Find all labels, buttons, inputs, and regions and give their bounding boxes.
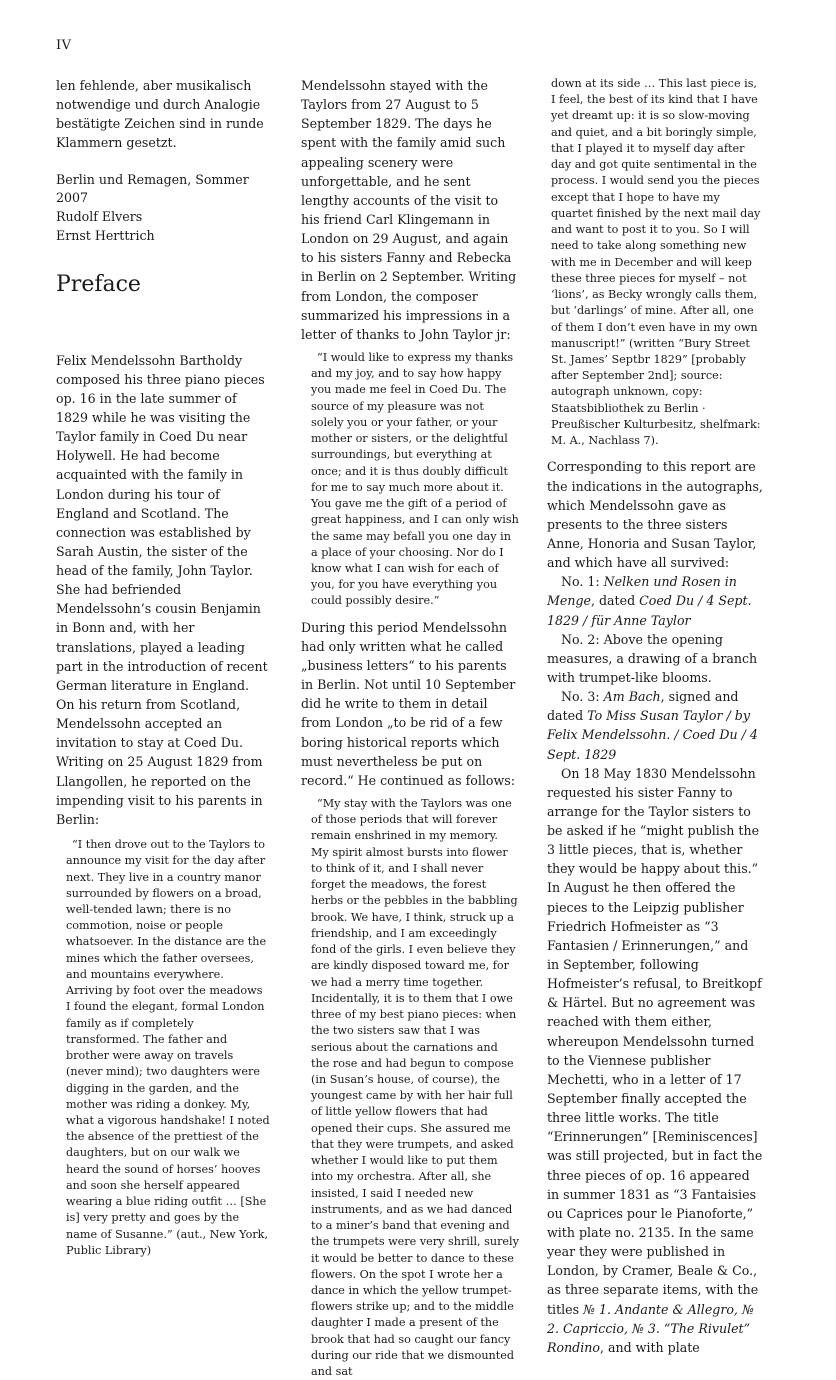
body-paragraph: Felix Mendelssohn Bartholdy composed his three piano pieces op. 16 in the late summer of 1829 while he was visiting the Taylor family in Coed Du near Holywell. He had become acquainted with the family in London during his tour of England and Scotland. The connection was established by Sarah Austin, the sister of the head of the family, John Taylor. She had befriended Mendelssohn’s cousin Benjamin in Bonn and, with her translations, played a leading part in the introduction of recent German literature in England. On his return from Scotland, Mendelssohn accepted an invitation to stay at Coed Du. Writing on 25 August 1829 from Llangollen, he reported on the impending visit to his parents in Berlin: [56, 352, 268, 827]
column-right [547, 76, 763, 1357]
column-left [56, 76, 270, 1259]
intro-paragraph: len fehlende, aber musikalisch notwendige und durch Analogie bestätigte Zeichen sind in runde Klammern gesetzt. [56, 78, 264, 151]
autograph-item-1: No. 1: Nelken und Rosen in Menge, dated Coed Du / 4 Sept. 1829 / für Anne Taylor [547, 574, 752, 628]
body-paragraph: On 18 May 1830 Mendelssohn requested his sister Fanny to arrange for the Taylor sisters to be asked if he “might publish the 3 little pieces, that is, whether they would be happy about this.” In August he then offered the pieces to the Leipzig publisher Friedrich Hofmeister as “3 Fantasien / Erinnerungen,” and in September, following Hofmeister’s refusal, to Breitkopf & Härtel. But no agreement was reached with them either, whereupon Mendelssohn turned to the Viennese publisher Mechetti, who in a letter of 17 September finally accepted the three little works. The title “Erinnerungen” [Reminiscences] was still projected, but in fact the three pieces of op. 16 appeared in summer 1831 as “3 Fantaisies ou Caprices pour le Pianoforte,” with plate no. 2135. In the same year they were published in London, by Cramer, Beale & Co., as three separate items, with the titles № 1. Andante & Allegro, № 2. Capriccio, № 3. “The Rivulet” Rondino, and with plate [547, 765, 763, 1355]
letter-quote-continued: down at its side … This last piece is, I feel, the best of its kind that I have yet dreamt up: it is so slow-moving and quiet, and a bit boringly simple, that I played it to myself day after day and got quite sentimental in the process. I would send you the pieces except that I hope to have my quartet finished by the next mail day and want to post it to you. So I will need to take along something new with me in December and will keep these three pieces for myself – not ‘lions’, as Becky wrongly calls them, but ‘darlings’ of mine. After all, one of them I don’t even have in my own manuscript!” (written “Bury Street St. James’ Septbr 1829” [probably after September 2nd]; source: autograph unknown, copy: Staatsbibliothek zu Berlin · Preußischer Kulturbesitz, shelfmark: M. A., Nachlass 7). [551, 77, 761, 448]
signatory: Ernst Herttrich [56, 228, 155, 244]
letter-quote: “I would like to express my thanks and my joy, and to say how happy you made me feel in Coed Du. The source of my pleasure was not solely you or your father, or your mother or sisters, or the delightful surroundings, but everything at once; and it is thus doubly difficult for me to say much more about it. You gave me the gift of a period of great happiness, and I can only wish the same may befall you one day in a place of your choosing. Nor do I know what I can wish for each of you, for you have everything you could possibly desire.” [311, 350, 519, 608]
autograph-item-3: No. 3: Am Bach, signed and dated To Miss Susan Taylor / by Felix Mendelssohn. / Coed Du / 4 Sept. 1829 [547, 689, 758, 762]
page-number: IV [56, 38, 72, 53]
body-paragraph: During this period Mendelssohn had only written what he called „business letters“ to his parents in Berlin. Not until 10 September did he write to them in detail from London „to be rid of a few boring historical reports which must nevertheless be put on record.“ He continued as follows: [301, 619, 516, 788]
place-date: Berlin und Remagen, Sommer 2007 [56, 171, 249, 206]
signatory: Rudolf Elvers [56, 209, 143, 225]
body-paragraph: Mendelssohn stayed with the Taylors from 27 August to 5 September 1829. The days he spent with the family amid such appealing scenery were unforgettable, and he sent lengthy accounts of the visit to his friend Carl Klingemann in London on 29 August, and again to his sisters Fanny and Rebecka in Berlin on 2 September. Writing from London, the composer summarized his impressions in a letter of thanks to John Taylor jr: [301, 78, 517, 342]
autograph-item-2: No. 2: Above the opening measures, a drawing of a branch with trumpet-like blooms. [547, 631, 758, 685]
body-paragraph: Corresponding to this report are the indications in the autographs, which Mendelssohn gave as presents to the three sisters Anne, Honoria and Susan Taylor, and which have all survived: [547, 459, 763, 571]
letter-quote: “I then drove out to the Taylors to announce my visit for the day after next. They live in a country manor surrounded by flowers on a broad, well-tended lawn; there is no commotion, noise or people whatsoever. In the distance are the mines which the father oversees, and mountains everywhere. Arriving by foot over the meadows I found the elegant, formal London family as if completely transformed. The father and brother were away on travels (never mind); two daughters were digging in the garden, and the mother was riding a donkey. My, what a vigorous handshake! I noted the absence of the prettiest of the daughters, but on our walk we heard the sound of horses’ hooves and soon she herself appeared wearing a blue riding outfit … [She is] very pretty and goes by the name of Susanne.” (aut., New York, Public Library) [66, 838, 270, 1257]
letter-quote: “My stay with the Taylors was one of those periods that will forever remain enshrined in my memory. My spirit almost bursts into flower to think of it, and I shall never forget the meadows, the forest herbs or the pebbles in the babbling brook. We have, I think, struck up a friendship, and I am exceedingly fond of the girls. I even believe they are kindly disposed toward me, for we had a merry time together. Incidentally, it is to them that I owe three of my best piano pieces: when the two sisters saw that I was serious about the carnations and the rose and had begun to compose (in Susan’s house, of course), the youngest came by with her hair full of little yellow flowers that had opened their cups. She assured me that they were trumpets, and asked whether I would like to put them into my orchestra. After all, she insisted, I said I needed new instruments, and as we had danced to a miner’s band that evening and the trumpets were very shrill, surely it would be better to dance to these flowers. On the spot I wrote her a dance in which the yellow trumpet-flowers strike up; and to the middle daughter I made a present of the brook that had so caught our fancy during our ride that we dismounted and sat [311, 796, 519, 1379]
column-middle [301, 76, 519, 1380]
section-heading: Preface [56, 272, 141, 298]
